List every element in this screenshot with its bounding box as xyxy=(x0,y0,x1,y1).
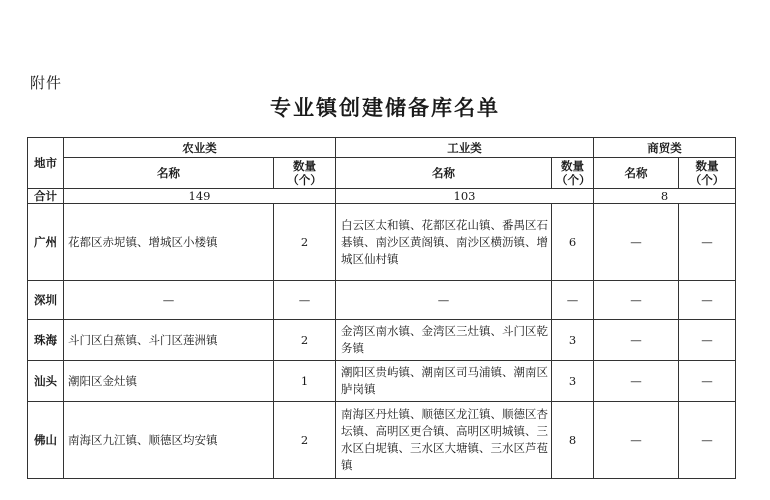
city-cell: 深圳 xyxy=(28,281,64,320)
agri-count-header xyxy=(274,158,336,189)
ind-names-cell: 潮阳区贵屿镇、潮南区司马浦镇、潮南区胪岗镇 xyxy=(336,361,552,402)
com-count-cell: — xyxy=(679,204,736,281)
city-header: 地市 xyxy=(28,138,64,189)
ind-count-cell: 3 xyxy=(552,361,594,402)
count-label: 数量 xyxy=(695,159,719,173)
total-label: 合计 xyxy=(28,189,64,204)
total-agriculture: 149 xyxy=(64,189,336,204)
ind-name-header: 名称 xyxy=(336,158,552,189)
count-label: 数量 xyxy=(561,159,584,173)
count-unit: （个） xyxy=(689,173,725,187)
com-count-cell: — xyxy=(679,320,736,361)
ind-count-header xyxy=(552,158,594,189)
count-label: 数量 xyxy=(293,159,316,173)
agri-names-cell: 南海区九江镇、顺德区均安镇 xyxy=(64,402,274,479)
agriculture-header: 农业类 xyxy=(64,138,336,158)
industry-header: 工业类 xyxy=(336,138,594,158)
ind-names-cell: 南海区丹灶镇、顺德区龙江镇、顺德区杏坛镇、高明区更合镇、高明区明城镇、三水区白坭镇、三水区大塘镇、三水区芦苞镇 xyxy=(336,402,552,479)
towns-table xyxy=(27,137,736,479)
ind-names-cell: 白云区太和镇、花都区花山镇、番禺区石碁镇、南沙区黄阁镇、南沙区横沥镇、增城区仙村镇 xyxy=(336,204,552,281)
agri-names-cell: 花都区赤坭镇、增城区小楼镇 xyxy=(64,204,274,281)
count-unit: （个） xyxy=(556,173,591,187)
header-row-columns xyxy=(28,158,736,189)
ind-names-cell: 金湾区南水镇、金湾区三灶镇、斗门区乾务镇 xyxy=(336,320,552,361)
table-row xyxy=(28,320,736,361)
com-count-header xyxy=(679,158,736,189)
ind-count-cell: 3 xyxy=(552,320,594,361)
header-row-groups xyxy=(28,138,736,158)
com-names-cell: — xyxy=(594,204,679,281)
agri-names-cell: — xyxy=(64,281,274,320)
com-names-cell: — xyxy=(594,281,679,320)
com-count-cell: — xyxy=(679,402,736,479)
agri-name-header: 名称 xyxy=(64,158,274,189)
count-unit: （个） xyxy=(287,173,322,187)
agri-count-cell: 2 xyxy=(274,204,336,281)
table-row xyxy=(28,402,736,479)
city-cell: 汕头 xyxy=(28,361,64,402)
table-row xyxy=(28,361,736,402)
ind-count-cell: — xyxy=(552,281,594,320)
commerce-header: 商贸类 xyxy=(594,138,736,158)
city-cell: 珠海 xyxy=(28,320,64,361)
ind-names-cell: — xyxy=(336,281,552,320)
ind-count-cell: 8 xyxy=(552,402,594,479)
total-row xyxy=(28,189,736,204)
com-count-cell: — xyxy=(679,361,736,402)
table-row xyxy=(28,281,736,320)
city-cell: 佛山 xyxy=(28,402,64,479)
com-name-header: 名称 xyxy=(594,158,679,189)
agri-names-cell: 潮阳区金灶镇 xyxy=(64,361,274,402)
table-row xyxy=(28,204,736,281)
attachment-label: 附件 xyxy=(30,74,63,92)
ind-count-cell: 6 xyxy=(552,204,594,281)
com-count-cell: — xyxy=(679,281,736,320)
total-commerce: 8 xyxy=(594,189,736,204)
agri-count-cell: — xyxy=(274,281,336,320)
agri-count-cell: 2 xyxy=(274,402,336,479)
city-cell: 广州 xyxy=(28,204,64,281)
com-names-cell: — xyxy=(594,320,679,361)
page-title: 专业镇创建储备库名单 xyxy=(270,96,500,120)
com-names-cell: — xyxy=(594,402,679,479)
agri-count-cell: 2 xyxy=(274,320,336,361)
agri-names-cell: 斗门区白蕉镇、斗门区莲洲镇 xyxy=(64,320,274,361)
com-names-cell: — xyxy=(594,361,679,402)
total-industry: 103 xyxy=(336,189,594,204)
agri-count-cell: 1 xyxy=(274,361,336,402)
